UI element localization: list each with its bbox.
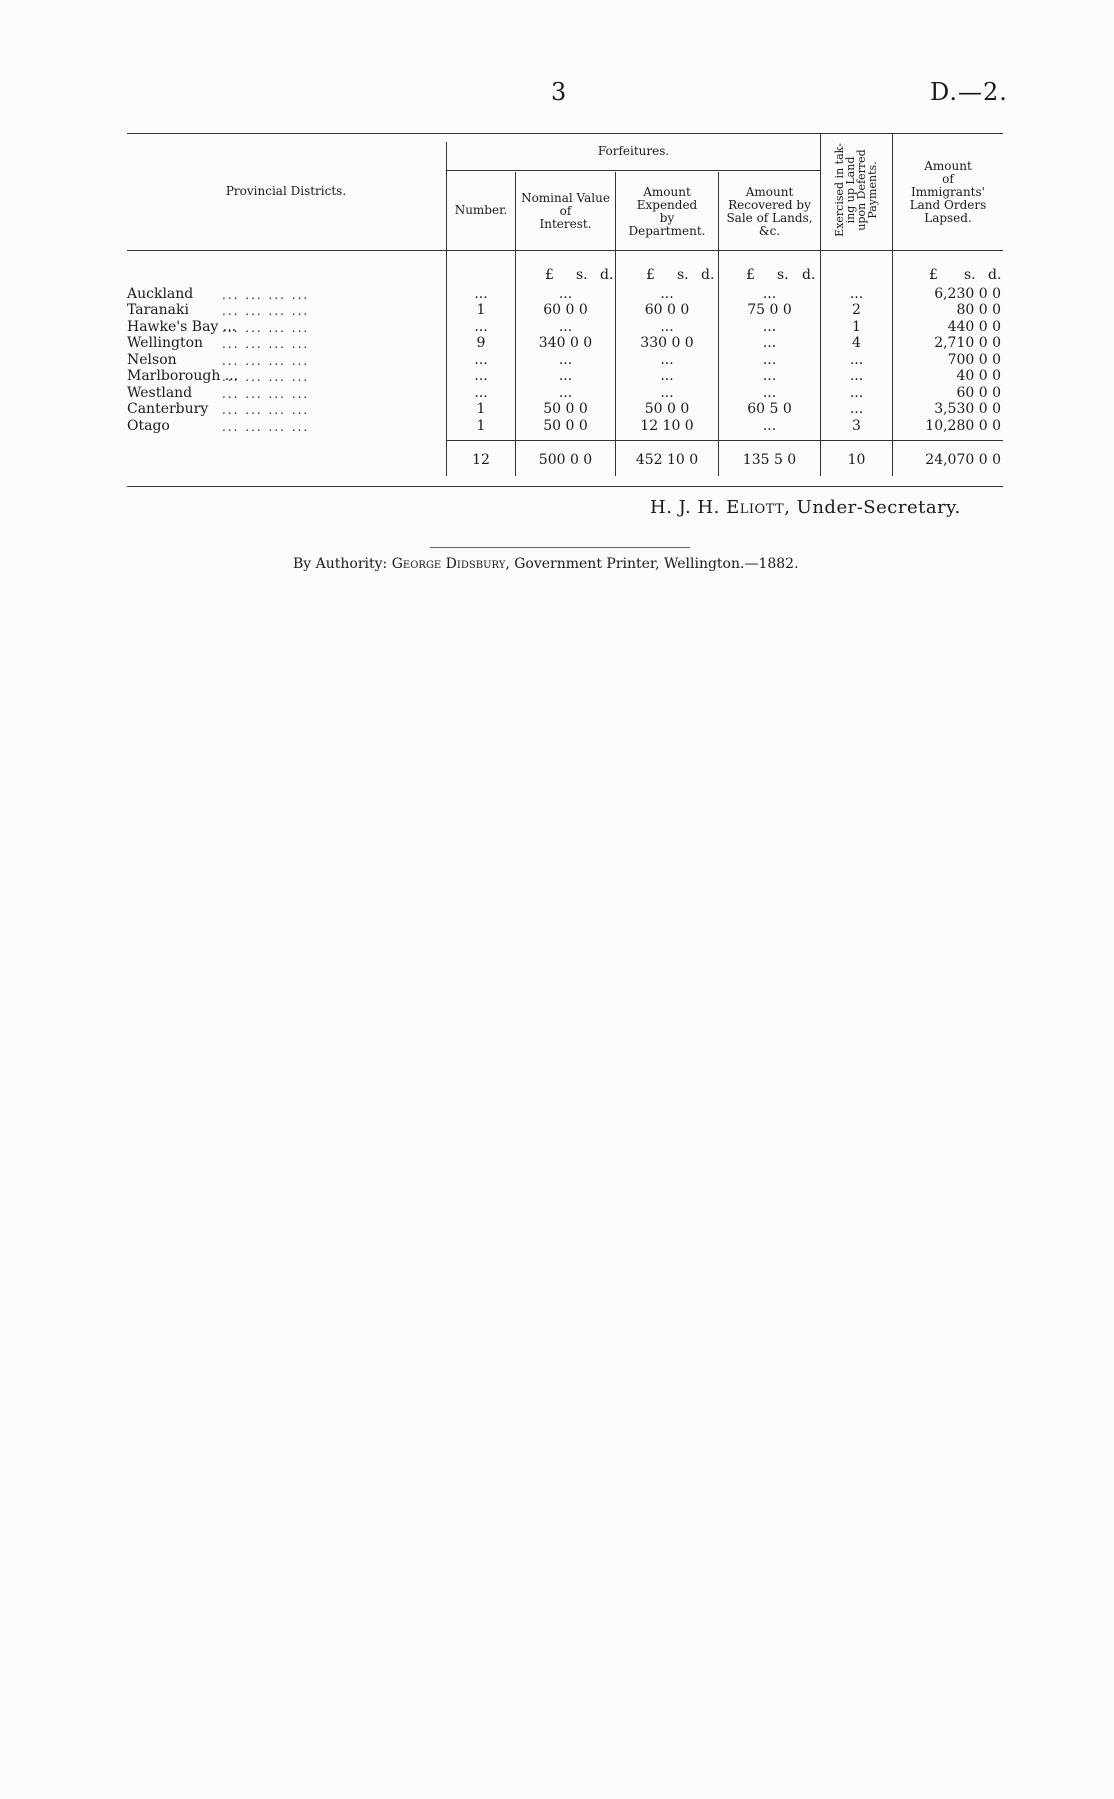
unit-shilling: s. <box>964 267 976 283</box>
header-exercised-line-1: Exercised in tak- <box>833 143 846 237</box>
district-name: Nelson <box>127 352 177 368</box>
header-recovered-line-1: Amount <box>745 185 794 199</box>
cell-lapsed: 60 0 0 <box>956 385 1001 401</box>
unit-shilling: s. <box>677 267 689 283</box>
total-recovered: 135 5 0 <box>742 452 797 468</box>
total-nominal-value: 500 0 0 <box>538 452 593 468</box>
header-expended-line-2: Expended <box>636 198 698 212</box>
header-forfeitures: Forfeitures. <box>597 144 670 158</box>
cell-nominal-value: 60 0 0 <box>543 302 588 318</box>
cell-number: 1 <box>476 302 486 318</box>
cell-number: ... <box>474 319 488 335</box>
cell-nominal-value: ... <box>558 352 573 368</box>
unit-pence: d. <box>988 267 1002 283</box>
unit-shilling: s. <box>576 267 588 283</box>
cell-lapsed: 3,530 0 0 <box>934 401 1001 417</box>
total-lapsed: 24,070 0 0 <box>925 452 1001 468</box>
header-nominal-line-1: Nominal Value <box>521 191 610 205</box>
cell-lapsed: 6,230 0 0 <box>934 286 1001 302</box>
district-name: Marlborough ... <box>127 368 239 384</box>
total-number: 12 <box>472 452 490 468</box>
cell-expended: ... <box>660 352 674 368</box>
cell-nominal-value: 50 0 0 <box>543 418 588 434</box>
paper-identifier: D.—2. <box>930 78 1008 106</box>
cell-number: ... <box>474 352 488 368</box>
dot-leader: ... ... ... ... <box>222 337 310 351</box>
printer-imprint <box>293 556 799 572</box>
header-lapsed-line-5: Lapsed. <box>924 211 972 225</box>
header-expended-line-4: Department. <box>628 224 706 238</box>
cell-expended: ... <box>660 385 674 401</box>
dot-leader: ... ... ... ... <box>222 420 310 434</box>
district-name: Auckland <box>127 286 194 302</box>
cell-exercised: ... <box>849 286 864 302</box>
dot-leader: ... ... ... ... <box>222 354 310 368</box>
cell-exercised: 2 <box>852 302 861 318</box>
header-exercised-line-2: ing up Land <box>844 156 857 224</box>
signature-initials: H. J. H. <box>650 497 720 518</box>
header-lapsed-line-3: Immigrants' <box>911 185 985 199</box>
cell-nominal-value: ... <box>558 319 573 335</box>
header-amount-expended <box>616 186 718 238</box>
header-recovered-line-3: Sale of Lands, <box>726 211 813 225</box>
dot-leader: ... ... ... ... <box>222 304 310 318</box>
cell-recovered: ... <box>762 352 777 368</box>
signature-title: Under-Secretary. <box>796 497 961 518</box>
cell-expended: 12 10 0 <box>640 418 694 434</box>
cell-exercised: ... <box>849 352 864 368</box>
cell-nominal-value: 50 0 0 <box>543 401 588 417</box>
header-nominal-value <box>516 192 615 231</box>
total-exercised: 10 <box>847 452 866 468</box>
page-number: 3 <box>551 78 567 106</box>
imprint-prefix: By Authority: <box>293 556 388 572</box>
cell-exercised: ... <box>849 401 864 417</box>
district-name: Westland <box>127 385 193 401</box>
unit-pence: d. <box>701 267 715 283</box>
dot-leader: ... ... ... ... <box>222 370 310 384</box>
cell-number: 9 <box>476 335 486 351</box>
cell-expended: ... <box>660 368 674 384</box>
dot-leader: ... ... ... ... <box>222 387 310 401</box>
cell-nominal-value: 340 0 0 <box>538 335 593 351</box>
cell-recovered: 60 5 0 <box>747 401 792 417</box>
header-lapsed-line-4: Land Orders <box>909 198 987 212</box>
imprint-printer: George Didsbury, <box>391 556 510 572</box>
header-recovered-line-4: &c. <box>758 224 781 238</box>
cell-expended: ... <box>660 286 674 302</box>
cell-exercised: ... <box>849 368 864 384</box>
cell-number: ... <box>474 385 488 401</box>
header-expended-line-3: by <box>659 211 675 225</box>
district-name: Wellington <box>127 335 204 351</box>
cell-number: ... <box>474 286 488 302</box>
cell-exercised: 3 <box>852 418 861 434</box>
cell-number: 1 <box>476 401 486 417</box>
unit-shilling: s. <box>777 267 789 283</box>
cell-nominal-value: ... <box>558 385 573 401</box>
unit-pence: d. <box>600 267 614 283</box>
cell-nominal-value: ... <box>558 368 573 384</box>
cell-lapsed: 440 0 0 <box>947 319 1001 335</box>
unit-pound: £ <box>646 267 655 283</box>
cell-recovered: ... <box>762 319 777 335</box>
cell-recovered: ... <box>762 335 777 351</box>
cell-expended: ... <box>660 319 674 335</box>
cell-expended: 330 0 0 <box>640 335 694 351</box>
district-name: Taranaki <box>127 302 189 318</box>
cell-lapsed: 700 0 0 <box>947 352 1001 368</box>
cell-nominal-value: ... <box>558 286 573 302</box>
imprint-suffix: Government Printer, Wellington.—1882. <box>514 556 799 572</box>
cell-recovered: ... <box>762 385 777 401</box>
cell-lapsed: 40 0 0 <box>956 368 1001 384</box>
header-land-orders-lapsed <box>893 160 1003 225</box>
dot-leader: ... ... ... ... <box>222 321 310 335</box>
header-number: Number. <box>454 203 508 217</box>
signature-surname: Eliott, <box>726 497 791 518</box>
header-recovered-line-2: Recovered by <box>728 198 811 212</box>
signature <box>650 497 961 518</box>
dot-leader: ... ... ... ... <box>222 403 310 417</box>
cell-lapsed: 2,710 0 0 <box>934 335 1001 351</box>
header-nominal-line-2: of <box>559 204 572 218</box>
header-expended-line-1: Amount <box>643 185 691 199</box>
header-nominal-line-3: Interest. <box>539 217 592 231</box>
cell-expended: 50 0 0 <box>644 401 690 417</box>
dot-leader: ... ... ... ... <box>222 288 310 302</box>
unit-pence: d. <box>802 267 816 283</box>
cell-exercised: 4 <box>852 335 861 351</box>
cell-exercised: 1 <box>852 319 861 335</box>
district-name: Otago <box>127 418 170 434</box>
cell-number: 1 <box>476 418 486 434</box>
cell-lapsed: 10,280 0 0 <box>925 418 1001 434</box>
cell-lapsed: 80 0 0 <box>956 302 1001 318</box>
total-expended: 452 10 0 <box>635 452 699 468</box>
imprint-divider <box>430 547 690 548</box>
unit-pound: £ <box>746 267 755 283</box>
district-name: Hawke's Bay ... <box>127 319 237 335</box>
header-provincial-districts: Provincial Districts. <box>225 184 347 198</box>
cell-recovered: ... <box>762 286 777 302</box>
cell-recovered: ... <box>762 368 777 384</box>
cell-exercised: ... <box>849 385 864 401</box>
header-lapsed-line-2: of <box>942 172 954 186</box>
cell-recovered: 75 0 0 <box>747 302 792 318</box>
header-lapsed-line-1: Amount <box>924 159 972 173</box>
cell-number: ... <box>474 368 488 384</box>
cell-recovered: ... <box>762 418 777 434</box>
header-exercised-line-4: Payments. <box>866 161 879 219</box>
cell-expended: 60 0 0 <box>644 302 690 318</box>
district-name: Canterbury <box>127 401 209 417</box>
header-exercised-line-3: upon Deferred <box>855 149 868 231</box>
unit-pound: £ <box>929 267 938 283</box>
unit-pound: £ <box>545 267 554 283</box>
